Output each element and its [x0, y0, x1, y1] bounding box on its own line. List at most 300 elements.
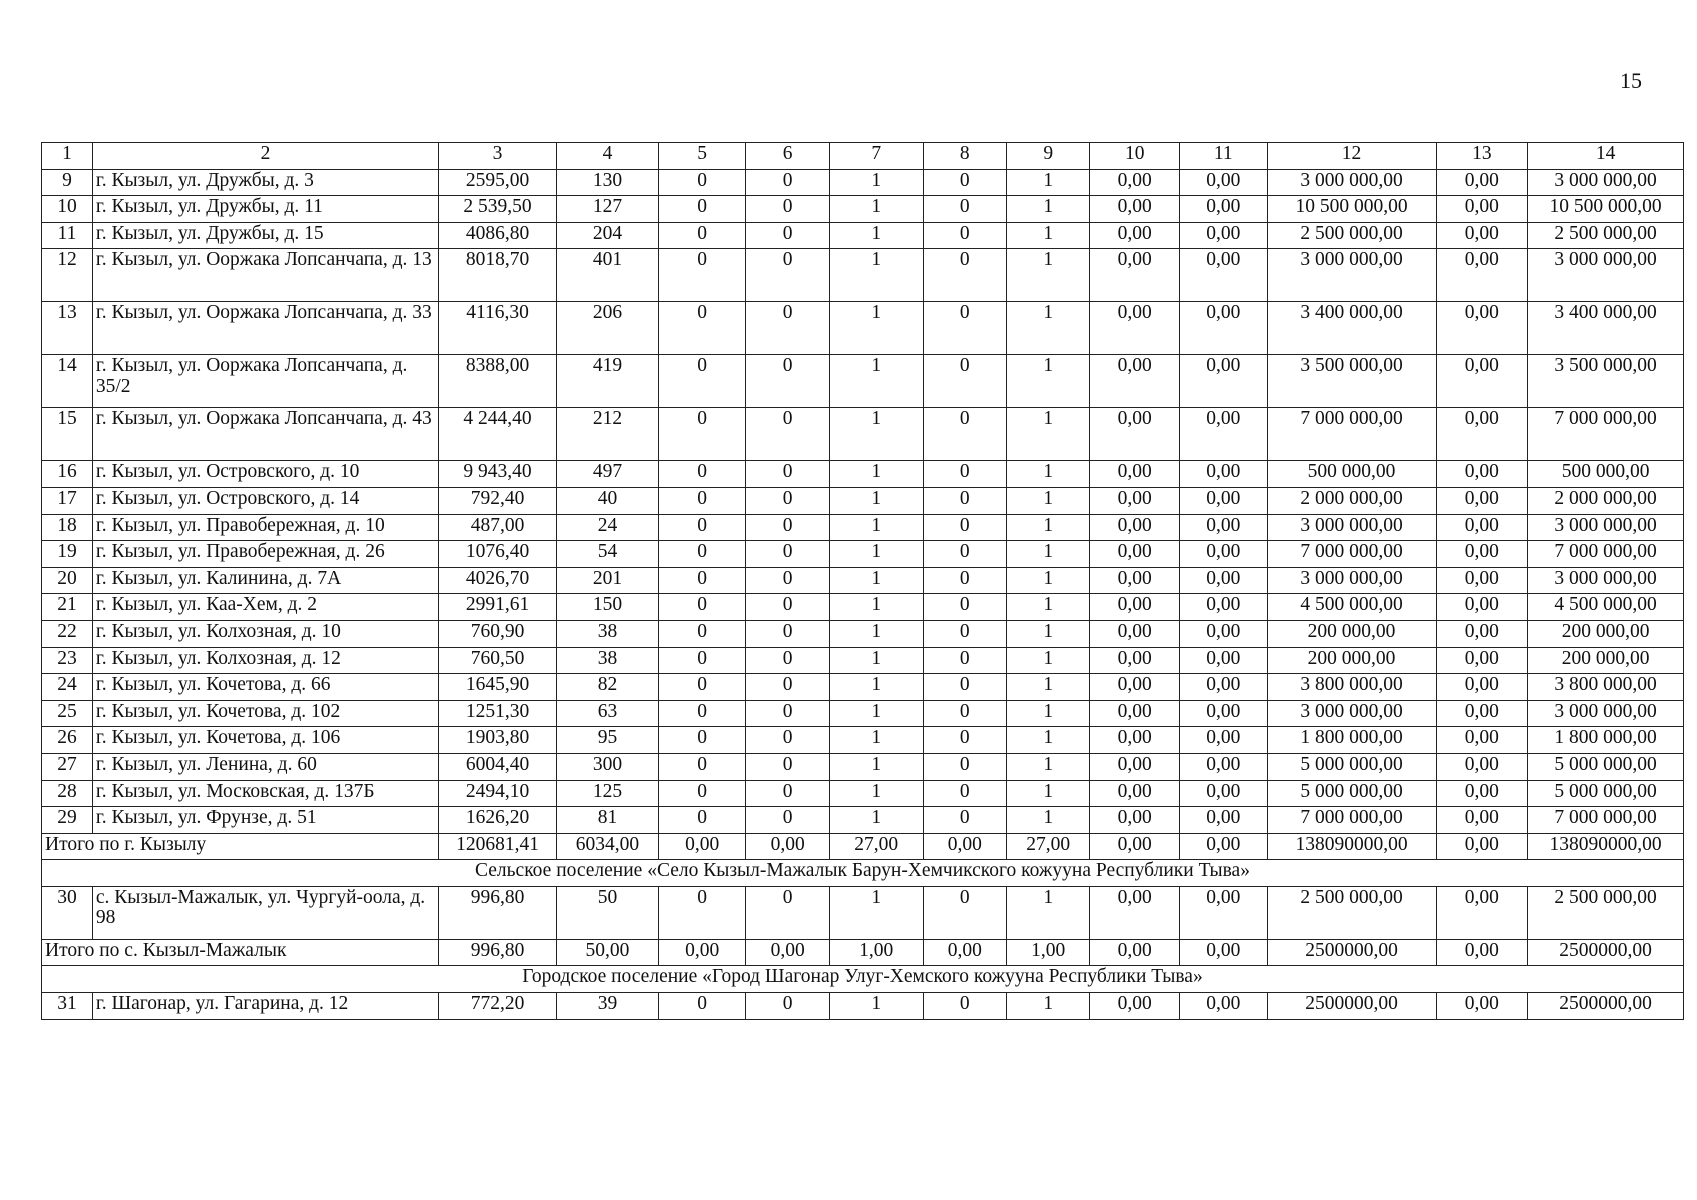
value-cell: 0,00: [1180, 408, 1268, 461]
value-cell: 0: [923, 169, 1006, 196]
total-value: 138090000,00: [1528, 833, 1684, 860]
total-value: 50,00: [557, 939, 659, 966]
value-cell: 1: [1006, 993, 1089, 1020]
value-cell: 300: [557, 753, 659, 780]
value-cell: 0,00: [1180, 169, 1268, 196]
table-row: [42, 541, 1684, 568]
value-cell: 2 500 000,00: [1528, 222, 1684, 249]
row-number: 10: [42, 196, 93, 223]
value-cell: 0,00: [1180, 196, 1268, 223]
value-cell: 0,00: [1436, 461, 1528, 488]
value-cell: 0,00: [1090, 302, 1180, 355]
address-cell: г. Кызыл, ул. Кочетова, д. 106: [92, 727, 438, 754]
value-cell: 0,00: [1090, 727, 1180, 754]
total-value: 996,80: [439, 939, 557, 966]
value-cell: 1: [829, 222, 923, 249]
value-cell: 7 000 000,00: [1267, 541, 1436, 568]
value-cell: 8018,70: [439, 249, 557, 302]
value-cell: 2 000 000,00: [1528, 487, 1684, 514]
value-cell: 3 000 000,00: [1267, 567, 1436, 594]
address-cell: г. Кызыл, ул. Ооржака Лопсанчапа, д. 35/2: [92, 355, 438, 408]
value-cell: 0: [746, 487, 829, 514]
section-header-row: [42, 966, 1684, 993]
value-cell: 0: [746, 302, 829, 355]
row-number: 17: [42, 487, 93, 514]
value-cell: 0,00: [1436, 780, 1528, 807]
value-cell: 1: [1006, 541, 1089, 568]
value-cell: 1: [829, 169, 923, 196]
row-number: 20: [42, 567, 93, 594]
value-cell: 54: [557, 541, 659, 568]
value-cell: 0: [746, 727, 829, 754]
value-cell: 0: [923, 594, 1006, 621]
value-cell: 0: [746, 408, 829, 461]
value-cell: 0: [746, 780, 829, 807]
row-number: 28: [42, 780, 93, 807]
column-number-header: 13: [1436, 143, 1528, 170]
value-cell: 0: [923, 674, 1006, 701]
value-cell: 760,90: [439, 620, 557, 647]
value-cell: 0,00: [1180, 541, 1268, 568]
value-cell: 0: [923, 487, 1006, 514]
value-cell: 1: [829, 487, 923, 514]
value-cell: 0: [658, 594, 746, 621]
total-value: 1,00: [1006, 939, 1089, 966]
value-cell: 500 000,00: [1267, 461, 1436, 488]
value-cell: 772,20: [439, 993, 557, 1020]
value-cell: 0: [923, 302, 1006, 355]
row-number: 18: [42, 514, 93, 541]
row-number: 11: [42, 222, 93, 249]
value-cell: 497: [557, 461, 659, 488]
value-cell: 127: [557, 196, 659, 223]
value-cell: 3 000 000,00: [1267, 700, 1436, 727]
table-row: [42, 674, 1684, 701]
section-title: Городское поселение «Город Шагонар Улуг-Хемского кожууна Республики Тыва»: [42, 966, 1684, 993]
value-cell: 0: [923, 567, 1006, 594]
value-cell: 1: [829, 993, 923, 1020]
value-cell: 4116,30: [439, 302, 557, 355]
row-number: 29: [42, 807, 93, 834]
value-cell: 0,00: [1436, 222, 1528, 249]
value-cell: 0,00: [1180, 993, 1268, 1020]
row-number: 30: [42, 886, 93, 939]
value-cell: 7 000 000,00: [1528, 807, 1684, 834]
value-cell: 0,00: [1436, 169, 1528, 196]
total-value: 0,00: [1090, 939, 1180, 966]
column-number-header: 1: [42, 143, 93, 170]
table-row: [42, 302, 1684, 355]
value-cell: 3 000 000,00: [1528, 514, 1684, 541]
value-cell: 2595,00: [439, 169, 557, 196]
value-cell: 3 000 000,00: [1528, 567, 1684, 594]
section-title: Сельское поселение «Село Кызыл-Мажалык Барун-Хемчикского кожууна Республики Тыва»: [42, 860, 1684, 887]
value-cell: 10 500 000,00: [1528, 196, 1684, 223]
value-cell: 0: [746, 541, 829, 568]
value-cell: 0,00: [1090, 541, 1180, 568]
value-cell: 130: [557, 169, 659, 196]
value-cell: 0,00: [1180, 886, 1268, 939]
value-cell: 0: [746, 461, 829, 488]
value-cell: 0: [746, 674, 829, 701]
total-value: 2500000,00: [1528, 939, 1684, 966]
value-cell: 38: [557, 647, 659, 674]
value-cell: 1: [829, 727, 923, 754]
value-cell: 3 400 000,00: [1267, 302, 1436, 355]
value-cell: 1: [1006, 594, 1089, 621]
address-cell: г. Кызыл, ул. Колхозная, д. 12: [92, 647, 438, 674]
value-cell: 0: [923, 886, 1006, 939]
value-cell: 0,00: [1090, 594, 1180, 621]
address-cell: г. Кызыл, ул. Фрунзе, д. 51: [92, 807, 438, 834]
total-value: 0,00: [923, 939, 1006, 966]
value-cell: 0: [658, 169, 746, 196]
value-cell: 0: [923, 249, 1006, 302]
value-cell: 1645,90: [439, 674, 557, 701]
value-cell: 7 000 000,00: [1267, 408, 1436, 461]
value-cell: 1: [1006, 780, 1089, 807]
value-cell: 1: [1006, 249, 1089, 302]
value-cell: 3 500 000,00: [1267, 355, 1436, 408]
column-number-header: 8: [923, 143, 1006, 170]
value-cell: 0,00: [1436, 487, 1528, 514]
value-cell: 0,00: [1436, 700, 1528, 727]
value-cell: 0: [746, 886, 829, 939]
value-cell: 0,00: [1090, 620, 1180, 647]
value-cell: 150: [557, 594, 659, 621]
table-row: [42, 355, 1684, 408]
value-cell: 0: [658, 993, 746, 1020]
value-cell: 0,00: [1090, 408, 1180, 461]
value-cell: 0,00: [1090, 753, 1180, 780]
value-cell: 200 000,00: [1528, 647, 1684, 674]
value-cell: 125: [557, 780, 659, 807]
address-cell: г. Кызыл, ул. Колхозная, д. 10: [92, 620, 438, 647]
column-number-header: 9: [1006, 143, 1089, 170]
address-cell: г. Кызыл, ул. Дружбы, д. 15: [92, 222, 438, 249]
value-cell: 0: [923, 807, 1006, 834]
value-cell: 0,00: [1180, 700, 1268, 727]
value-cell: 0: [658, 196, 746, 223]
total-value: 120681,41: [439, 833, 557, 860]
register-table-body: [42, 143, 1684, 1020]
value-cell: 0,00: [1090, 222, 1180, 249]
value-cell: 0,00: [1180, 620, 1268, 647]
value-cell: 0,00: [1436, 594, 1528, 621]
row-number: 19: [42, 541, 93, 568]
value-cell: 204: [557, 222, 659, 249]
value-cell: 1: [1006, 302, 1089, 355]
value-cell: 0: [658, 567, 746, 594]
table-row: [42, 620, 1684, 647]
address-cell: г. Кызыл, ул. Правобережная, д. 26: [92, 541, 438, 568]
value-cell: 63: [557, 700, 659, 727]
value-cell: 0: [923, 222, 1006, 249]
value-cell: 1: [1006, 807, 1089, 834]
value-cell: 0: [658, 886, 746, 939]
value-cell: 760,50: [439, 647, 557, 674]
value-cell: 0: [658, 249, 746, 302]
value-cell: 0,00: [1180, 594, 1268, 621]
value-cell: 0: [658, 302, 746, 355]
value-cell: 1: [829, 886, 923, 939]
total-value: 0,00: [658, 833, 746, 860]
value-cell: 0: [923, 753, 1006, 780]
value-cell: 0,00: [1090, 886, 1180, 939]
value-cell: 0: [658, 514, 746, 541]
total-row: [42, 833, 1684, 860]
total-value: 0,00: [746, 833, 829, 860]
value-cell: 0,00: [1436, 541, 1528, 568]
row-number: 13: [42, 302, 93, 355]
value-cell: 10 500 000,00: [1267, 196, 1436, 223]
value-cell: 5 000 000,00: [1528, 780, 1684, 807]
value-cell: 0,00: [1436, 886, 1528, 939]
address-cell: г. Кызыл, ул. Калинина, д. 7А: [92, 567, 438, 594]
table-row: [42, 169, 1684, 196]
total-label: Итого по г. Кызылу: [42, 833, 439, 860]
value-cell: 0,00: [1180, 487, 1268, 514]
value-cell: 1076,40: [439, 541, 557, 568]
value-cell: 0: [746, 169, 829, 196]
value-cell: 0,00: [1090, 700, 1180, 727]
value-cell: 0: [658, 700, 746, 727]
column-number-header: 11: [1180, 143, 1268, 170]
value-cell: 1: [829, 753, 923, 780]
value-cell: 0,00: [1090, 647, 1180, 674]
value-cell: 0,00: [1436, 727, 1528, 754]
value-cell: 9 943,40: [439, 461, 557, 488]
address-cell: г. Кызыл, ул. Ооржака Лопсанчапа, д. 43: [92, 408, 438, 461]
value-cell: 1: [1006, 647, 1089, 674]
value-cell: 0: [923, 355, 1006, 408]
column-number-header: 6: [746, 143, 829, 170]
value-cell: 0,00: [1090, 993, 1180, 1020]
value-cell: 0,00: [1180, 674, 1268, 701]
value-cell: 81: [557, 807, 659, 834]
value-cell: 0,00: [1436, 807, 1528, 834]
value-cell: 5 000 000,00: [1267, 753, 1436, 780]
value-cell: 996,80: [439, 886, 557, 939]
value-cell: 0,00: [1090, 514, 1180, 541]
value-cell: 0,00: [1436, 647, 1528, 674]
total-value: 0,00: [1436, 833, 1528, 860]
total-value: 0,00: [1436, 939, 1528, 966]
total-value: 27,00: [1006, 833, 1089, 860]
value-cell: 1 800 000,00: [1528, 727, 1684, 754]
value-cell: 5 000 000,00: [1267, 780, 1436, 807]
value-cell: 0,00: [1436, 514, 1528, 541]
value-cell: 0: [658, 647, 746, 674]
value-cell: 0,00: [1180, 302, 1268, 355]
value-cell: 0,00: [1436, 567, 1528, 594]
value-cell: 212: [557, 408, 659, 461]
table-row: [42, 487, 1684, 514]
address-cell: г. Кызыл, ул. Островского, д. 14: [92, 487, 438, 514]
value-cell: 5 000 000,00: [1528, 753, 1684, 780]
total-value: 1,00: [829, 939, 923, 966]
row-number: 26: [42, 727, 93, 754]
value-cell: 0: [923, 408, 1006, 461]
value-cell: 200 000,00: [1528, 620, 1684, 647]
value-cell: 2 500 000,00: [1267, 222, 1436, 249]
row-number: 16: [42, 461, 93, 488]
value-cell: 0: [658, 727, 746, 754]
value-cell: 3 500 000,00: [1528, 355, 1684, 408]
value-cell: 1: [829, 674, 923, 701]
value-cell: 3 000 000,00: [1267, 514, 1436, 541]
value-cell: 3 000 000,00: [1528, 249, 1684, 302]
address-cell: с. Кызыл-Мажалык, ул. Чургуй-оола, д. 98: [92, 886, 438, 939]
value-cell: 0,00: [1180, 807, 1268, 834]
address-cell: г. Кызыл, ул. Каа-Хем, д. 2: [92, 594, 438, 621]
table-row: [42, 993, 1684, 1020]
table-row: [42, 594, 1684, 621]
total-value: 0,00: [1180, 833, 1268, 860]
value-cell: 2 500 000,00: [1528, 886, 1684, 939]
value-cell: 3 000 000,00: [1528, 169, 1684, 196]
value-cell: 50: [557, 886, 659, 939]
value-cell: 1: [829, 408, 923, 461]
value-cell: 1903,80: [439, 727, 557, 754]
row-number: 12: [42, 249, 93, 302]
value-cell: 0: [746, 993, 829, 1020]
total-row: [42, 939, 1684, 966]
address-cell: г. Шагонар, ул. Гагарина, д. 12: [92, 993, 438, 1020]
value-cell: 1: [1006, 886, 1089, 939]
value-cell: 7 000 000,00: [1267, 807, 1436, 834]
value-cell: 0: [658, 780, 746, 807]
value-cell: 1: [829, 196, 923, 223]
value-cell: 0,00: [1090, 169, 1180, 196]
value-cell: 1: [829, 780, 923, 807]
value-cell: 0: [658, 461, 746, 488]
value-cell: 1: [829, 807, 923, 834]
value-cell: 0: [658, 620, 746, 647]
column-number-header: 14: [1528, 143, 1684, 170]
value-cell: 1: [829, 355, 923, 408]
value-cell: 0,00: [1180, 727, 1268, 754]
value-cell: 0,00: [1436, 408, 1528, 461]
section-header-row: [42, 860, 1684, 887]
value-cell: 95: [557, 727, 659, 754]
value-cell: 0,00: [1436, 355, 1528, 408]
value-cell: 0: [658, 487, 746, 514]
value-cell: 0: [658, 674, 746, 701]
value-cell: 419: [557, 355, 659, 408]
column-number-header: 5: [658, 143, 746, 170]
value-cell: 0,00: [1180, 647, 1268, 674]
total-value: 0,00: [746, 939, 829, 966]
value-cell: 1: [1006, 753, 1089, 780]
value-cell: 1: [1006, 196, 1089, 223]
value-cell: 2500000,00: [1528, 993, 1684, 1020]
table-row: [42, 196, 1684, 223]
value-cell: 1: [829, 647, 923, 674]
value-cell: 0: [923, 461, 1006, 488]
value-cell: 0,00: [1180, 753, 1268, 780]
value-cell: 0,00: [1436, 674, 1528, 701]
value-cell: 1: [1006, 487, 1089, 514]
column-number-header: 4: [557, 143, 659, 170]
value-cell: 0: [658, 408, 746, 461]
value-cell: 1: [1006, 461, 1089, 488]
row-number: 22: [42, 620, 93, 647]
value-cell: 0,00: [1090, 355, 1180, 408]
row-number: 9: [42, 169, 93, 196]
value-cell: 1 800 000,00: [1267, 727, 1436, 754]
value-cell: 1: [829, 514, 923, 541]
value-cell: 0,00: [1436, 196, 1528, 223]
row-number: 25: [42, 700, 93, 727]
value-cell: 0,00: [1090, 487, 1180, 514]
value-cell: 0: [923, 727, 1006, 754]
value-cell: 0: [746, 753, 829, 780]
value-cell: 0: [746, 196, 829, 223]
value-cell: 1: [1006, 355, 1089, 408]
value-cell: 1251,30: [439, 700, 557, 727]
value-cell: 1: [1006, 514, 1089, 541]
value-cell: 0,00: [1180, 249, 1268, 302]
value-cell: 0,00: [1436, 993, 1528, 1020]
row-number: 24: [42, 674, 93, 701]
value-cell: 2991,61: [439, 594, 557, 621]
value-cell: 0,00: [1180, 355, 1268, 408]
total-value: 0,00: [923, 833, 1006, 860]
row-number: 21: [42, 594, 93, 621]
value-cell: 4 500 000,00: [1267, 594, 1436, 621]
total-value: 0,00: [1180, 939, 1268, 966]
value-cell: 4 244,40: [439, 408, 557, 461]
column-number-header: 2: [92, 143, 438, 170]
address-cell: г. Кызыл, ул. Островского, д. 10: [92, 461, 438, 488]
table-row: [42, 461, 1684, 488]
value-cell: 24: [557, 514, 659, 541]
address-cell: г. Кызыл, ул. Дружбы, д. 11: [92, 196, 438, 223]
value-cell: 2 000 000,00: [1267, 487, 1436, 514]
value-cell: 0: [746, 222, 829, 249]
value-cell: 0: [923, 620, 1006, 647]
value-cell: 2 539,50: [439, 196, 557, 223]
value-cell: 1: [829, 620, 923, 647]
value-cell: 500 000,00: [1528, 461, 1684, 488]
value-cell: 4026,70: [439, 567, 557, 594]
value-cell: 0: [746, 249, 829, 302]
value-cell: 6004,40: [439, 753, 557, 780]
value-cell: 3 400 000,00: [1528, 302, 1684, 355]
value-cell: 8388,00: [439, 355, 557, 408]
value-cell: 0,00: [1180, 461, 1268, 488]
address-cell: г. Кызыл, ул. Дружбы, д. 3: [92, 169, 438, 196]
value-cell: 2494,10: [439, 780, 557, 807]
row-number: 31: [42, 993, 93, 1020]
table-row: [42, 647, 1684, 674]
value-cell: 1: [1006, 620, 1089, 647]
value-cell: 0: [923, 196, 1006, 223]
column-number-header: 7: [829, 143, 923, 170]
value-cell: 4 500 000,00: [1528, 594, 1684, 621]
value-cell: 3 000 000,00: [1528, 700, 1684, 727]
column-number-header: 3: [439, 143, 557, 170]
value-cell: 1: [1006, 408, 1089, 461]
value-cell: 3 000 000,00: [1267, 249, 1436, 302]
value-cell: 0,00: [1090, 461, 1180, 488]
value-cell: 1: [1006, 567, 1089, 594]
header-row: [42, 143, 1684, 170]
value-cell: 0,00: [1090, 249, 1180, 302]
value-cell: 792,40: [439, 487, 557, 514]
value-cell: 201: [557, 567, 659, 594]
